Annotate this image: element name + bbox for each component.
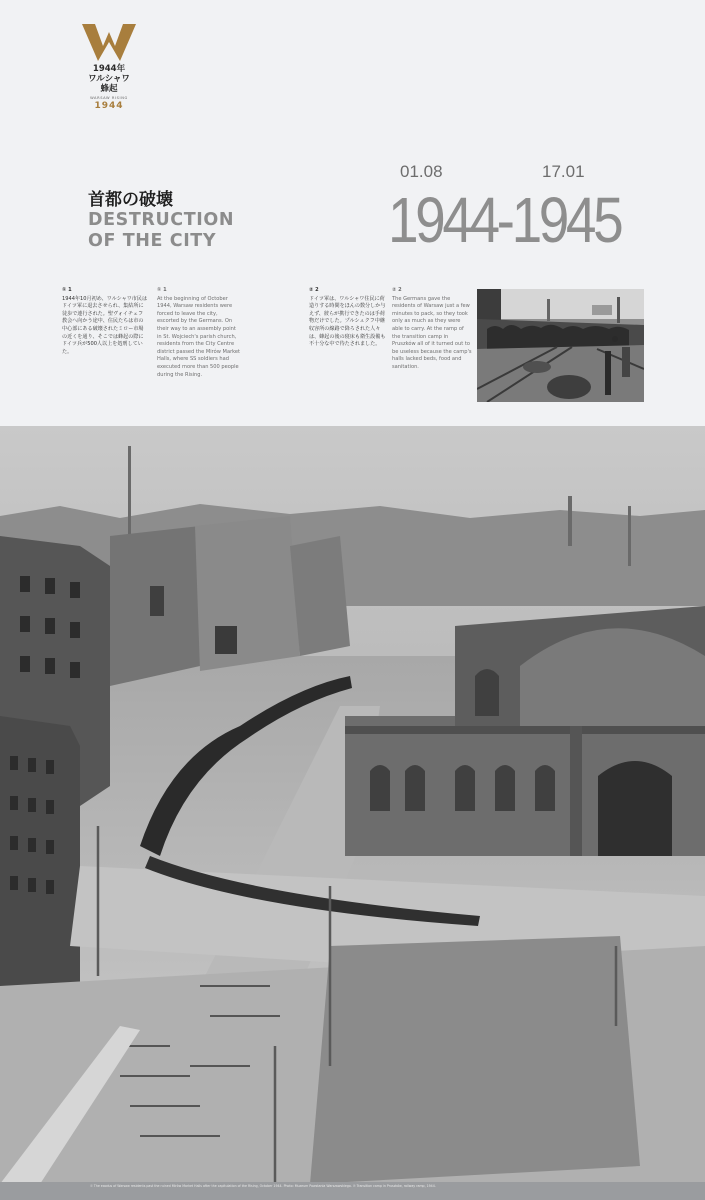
warsaw-rising-logo [80, 22, 138, 112]
text-column-en-2 [392, 287, 472, 372]
text-column-en-1 [157, 287, 241, 379]
page-title-en-line2: OF THE CITY [88, 231, 217, 251]
column-number: ① 1 [62, 287, 72, 293]
inset-photo-railway-ramp [477, 289, 644, 402]
page-title-jp: 首都の破壊 [88, 190, 173, 210]
logo-year-gold: 1944 [94, 101, 124, 111]
logo-city: ワルシャワ [88, 74, 130, 84]
logo-rising: 蜂起 [100, 84, 118, 94]
page-title-en [88, 210, 234, 252]
railway-ramp-photo [477, 289, 644, 402]
ruined-city-photo [0, 426, 705, 1184]
logo-en: WARSAW RISING [90, 96, 128, 100]
date-end: 17.01 [542, 162, 585, 181]
photo-caption: ① The exodus of Warsaw residents past the ruined Mirów Market Halls after the capitulation of the Rising, October 1944. Photo: Muzeum Powstania Warszawskiego. ② Transition camp in Pruszków, railway ramp, 1944. [90, 1184, 436, 1188]
page-title-en-line1: DESTRUCTION [88, 210, 235, 230]
w-chevron-logo-icon [82, 22, 136, 62]
column-number: ② 2 [309, 287, 319, 293]
column-body: The Germans gave the residents of Warsaw just a few minutes to pack, so they took only as much as they were able to carry. At the ramp of the transition camp in Pruszków all of it turned out to be useless because the camp's halls lacked beds, food and sanitation. [392, 295, 472, 370]
text-column-jp-2 [309, 287, 387, 349]
column-number: ① 1 [157, 287, 167, 293]
column-body: ドイツ軍は、ワルシャワ住民に荷造りする時間をほんの数分しか与えず、彼らが携行できたのは手荷物だけでした。プルシュクフ中継収容所の線路で降ろされた人々は、蜂起の後の寝床も衛生設備も不十分な中で待たされました。 [309, 295, 386, 348]
main-photo-ruined-city [0, 426, 705, 1184]
logo-year: 1944年 [92, 64, 126, 74]
date-start: 01.08 [400, 162, 443, 181]
text-column-jp-1 [62, 287, 148, 356]
column-body: At the beginning of October 1944, Warsaw residents were forced to leave the city, escorted by the Germans. On their way to an assembly point in St. Wojciech's parish church, residents from the City Centre district passed the Mirów Market Halls, where SS soldiers had executed more than 500 people during the Rising. [157, 295, 241, 378]
column-body: 1944年10月初め、ワルシャワ市民はドイツ軍に退去させられ、集結所に徒歩で連行された。聖ヴォイチェフ教会へ向かう途中、住民たちは市の中心部にある破壊されたミロー市場の近くを通り、そこでは蜂起の際にドイツ兵が500人以上を処刑していた。 [62, 295, 148, 355]
year-range: 1944-1945 [388, 184, 621, 256]
column-number: ② 2 [392, 287, 402, 293]
